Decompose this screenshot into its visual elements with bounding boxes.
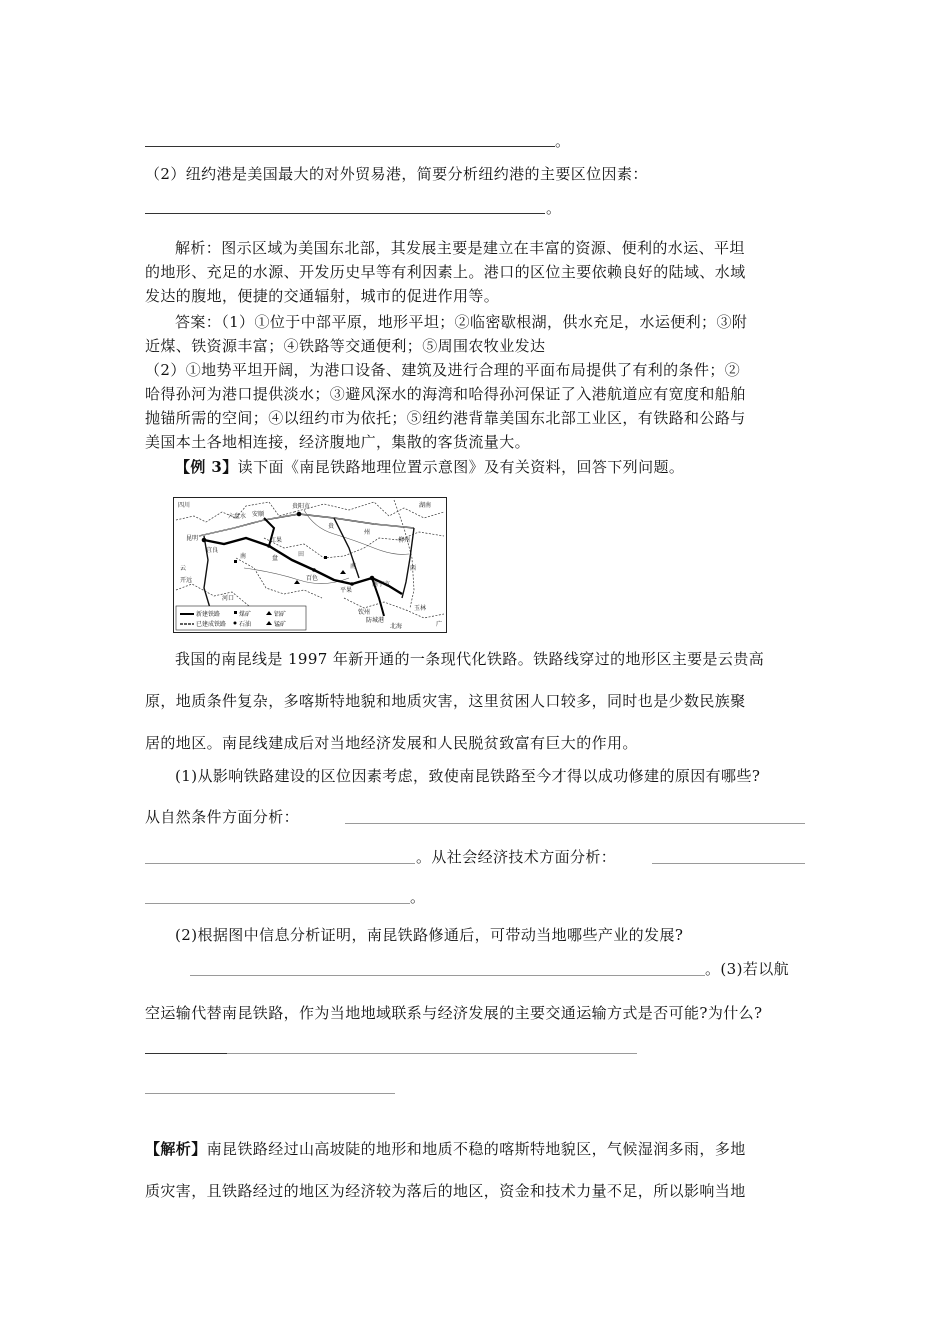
- analysis-2-line-2: 质灾害，且铁路经过的地区为经济较为落后的地区，资金和技术力量不足，所以影响当地: [145, 1182, 746, 1200]
- map-label: 广: [436, 621, 443, 628]
- map-label: 昆明: [186, 535, 199, 542]
- industries-blank[interactable]: [190, 975, 705, 976]
- social-factors-blank-2[interactable]: [145, 903, 410, 904]
- map-label: 平果: [340, 587, 353, 594]
- coal-symbol: [234, 560, 237, 563]
- example-3-label: 【例 3】: [175, 458, 238, 476]
- border-line: [264, 532, 444, 558]
- answer-1-line-6: 美国本土各地相连接，经济腹地广，集散的客货流量大。: [145, 433, 531, 451]
- map-label: 河口: [222, 595, 235, 602]
- answer-1-line-3: （2）①地势平坦开阔，为港口设备、建筑及进行合理的平面布局提供了有利的条件；②: [145, 361, 741, 379]
- legend-oil-symbol: [234, 622, 237, 625]
- legend-coal: 煤矿: [239, 611, 252, 618]
- analysis-1-line-1: 解析：图示区域为美国东北部，其发展主要是建立在丰富的资源、便利的水运、平坦: [175, 239, 745, 257]
- map-label: 开远: [180, 577, 193, 584]
- social-factors-blank[interactable]: [652, 863, 805, 864]
- city-baise: [312, 568, 316, 572]
- map-label: 安顺: [252, 511, 265, 518]
- air-transport-blank-b[interactable]: [227, 1053, 637, 1054]
- material-line-1: 我国的南昆线是 1997 年新开通的一条现代化铁路。铁路线穿过的地形区主要是云贵高: [175, 650, 765, 668]
- nankun-railway-map: [173, 497, 447, 633]
- answer-blank-2[interactable]: [145, 213, 545, 214]
- question-3-line-2: 空运输代替南昆铁路，作为当地地域联系与经济发展的主要交通运输方式是否可能?为什么?: [145, 1004, 763, 1022]
- legend-aluminum: 铝矿: [274, 611, 287, 618]
- city-pingguo: [350, 582, 354, 586]
- map-svg: [174, 498, 446, 632]
- question-1: (1)从影响铁路建设的区位因素考虑，致使南昆铁路至今才得以成功修建的原因有哪些?: [175, 767, 761, 785]
- city-guiyang: [297, 512, 302, 517]
- question-2-newyork: （2）纽约港是美国最大的对外贸易港，简要分析纽约港的主要区位因素：: [145, 165, 648, 183]
- map-label: 北海: [390, 623, 403, 630]
- map-label: 柳州: [398, 537, 411, 544]
- map-label: 六盘水: [228, 513, 247, 520]
- material-line-3: 居的地区。南昆线建成后对当地经济发展和人民脱贫致富有巨大的作用。: [145, 734, 638, 752]
- social-factors-label: 。从社会经济技术方面分析：: [416, 848, 617, 866]
- city-nanning: [370, 576, 375, 581]
- blank-2-end: 。: [546, 199, 562, 217]
- question-1-end: 。: [410, 888, 426, 906]
- city-kunming: [202, 538, 207, 543]
- legend-manganese: 锰矿: [274, 621, 287, 628]
- map-label: 红果: [270, 537, 283, 544]
- answer-1-line-2: 近煤、铁资源丰富；④铁路等交通便利；⑤周围农牧业发达: [145, 337, 546, 355]
- map-label: 百色: [306, 575, 319, 582]
- map-label: 田: [298, 551, 305, 558]
- border-line: [176, 584, 249, 606]
- map-label: 钦州: [358, 609, 371, 616]
- question-2-industries: (2)根据图中信息分析证明，南昆铁路修通后，可带动当地哪些产业的发展?: [175, 926, 684, 944]
- analysis-1-line-2: 的地形、充足的水源、开发历史早等有利因素上。港口的区位主要依赖良好的陆域、水域: [145, 263, 746, 281]
- answer-blank-1[interactable]: [145, 146, 555, 147]
- aluminum-symbol: [340, 570, 346, 574]
- natural-factors-blank-2[interactable]: [145, 863, 415, 864]
- map-label: 贵阳市: [292, 503, 311, 510]
- map-label: 贵: [328, 523, 335, 530]
- city-hongguo: [267, 544, 271, 548]
- analysis-2-label: 【解析】: [145, 1140, 207, 1158]
- material-line-2: 原，地质条件复杂，多喀斯特地貌和地质灾害，这里贫困人口较多，同时也是少数民族聚: [145, 692, 746, 710]
- legend-coal-symbol: [234, 611, 237, 614]
- legend-oil: 石油: [239, 621, 252, 628]
- map-label: 云: [180, 565, 187, 572]
- question-3-start: 。(3)若以航: [705, 960, 790, 978]
- map-label: 南宁市: [372, 581, 391, 588]
- map-label: 宜良: [206, 547, 219, 554]
- analysis-2-line-1: [145, 1138, 746, 1160]
- answer-1-line-5: 抛锚所需的空间；④以纽约市为依托；⑤纽约港背靠美国东北部工业区，有铁路和公路与: [145, 409, 746, 427]
- map-label: 西: [410, 565, 417, 572]
- coal-symbol: [324, 556, 327, 559]
- map-label: 湖南: [419, 502, 432, 509]
- air-transport-blank-a[interactable]: [145, 1053, 227, 1054]
- map-label: 盘: [272, 555, 279, 562]
- aluminum-symbol: [294, 580, 300, 584]
- map-label: 南: [350, 563, 357, 570]
- answer-1-line-1: 答案：（1）①位于中部平原，地形平坦；②临密歇根湖，供水充足，水运便利；③附: [175, 313, 748, 331]
- natural-factors-label: 从自然条件方面分析：: [145, 808, 300, 826]
- map-label: 南: [240, 553, 247, 560]
- analysis-2-text: 南昆铁路经过山高坡陡的地形和地质不稳的喀斯特地貌区，气候湿润多雨，多地: [206, 1140, 746, 1158]
- map-label: 玉林: [414, 605, 427, 612]
- legend-new-rail: 新建铁路: [196, 611, 221, 618]
- example-3-heading: [175, 456, 684, 478]
- legend-old-rail: 已建成铁路: [196, 621, 227, 628]
- air-transport-blank-2[interactable]: [145, 1093, 395, 1094]
- blank-1-end: 。: [555, 132, 571, 150]
- map-label: 四川: [178, 502, 191, 509]
- map-label: 州: [364, 529, 371, 536]
- example-3-text: 读下面《南昆铁路地理位置示意图》及有关资料，回答下列问题。: [237, 458, 685, 476]
- answer-1-line-4: 哈得孙河为港口提供淡水；③避风深水的海湾和哈得孙河保证了入港航道应有宽度和船舶: [145, 385, 746, 403]
- natural-factors-blank[interactable]: [345, 823, 805, 824]
- analysis-1-line-3: 发达的腹地，便捷的交通辐射，城市的促进作用等。: [145, 287, 500, 305]
- map-label: 防城港: [366, 617, 385, 624]
